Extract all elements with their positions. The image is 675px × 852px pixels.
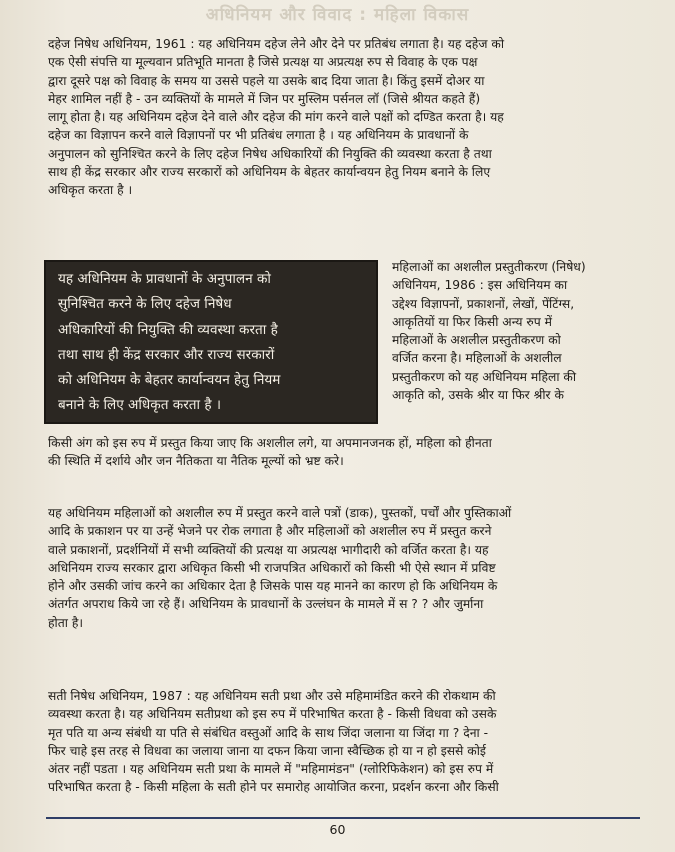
paragraph-dowry-act: दहेज निषेध अधिनियम, 1961 : यह अधिनियम दहेज लेने और देने पर प्रतिबंध लगाता है। यह दहेज को एक ऐसी संपत्ति या मूल्यवान प्रतिभूति मानता है जिसे प्रत्यक्ष या अप्रत्यक्ष रुप से विवाह के एक पक्ष द्वारा दूसरे पक्ष को विवाह के समय या उससे पहले या उसके बाद दिया जाता है। किंतु इसमें दोअर या मेहर शामिल नहीं है - उन व्यक्तियों के मामले में जिन पर मुस्लिम पर्सनल लॉ (जिसे श्रीयत कहते हैं) लागू होता है। यह अधिनियम दहेज देने वाले और दहेज की मांग करने वाले पक्षों को दण्डित करता है। यह दहेज का विज्ञापन करने वाले विज्ञापनों पर भी प्रतिबंध लगाता है । यह अधिनियम के प्रावधानों के अनुपालन को सुनिश्चित करने के लिए दहेज निषेध अधिकारियों की नियुक्ति की व्यवस्था करता है तथा साथ ही केंद्र सरकार और राज्य सरकारों को अधिनियम के बेहतर कार्यान्वयन हेतु नियम बनाने के लिए अधिकृत करता है ।	[48, 37, 505, 198]
page-number: 60	[329, 822, 346, 837]
paragraph-indecent-representation-cont: किसी अंग को इस रुप में प्रस्तुत किया जाए कि अशलील लगे, या अपमानजनक हों, महिला को हीनता की स्थिति में दर्शाये और जन नैतिकता या नैतिक मूल्यों को भ्रष्ट करे।	[48, 436, 492, 469]
paragraph-sati-prevention-act: सती निषेध अधिनियम, 1987 : यह अधिनियम सती प्रथा और उसे महिमामंडित करने की रोकथाम की व्यवस्था करता है। यह अधिनियम सतीप्रथा को इस रुप में परिभाषित करता है - किसी विधवा को उसके मृत पति या अन्य संबंधी या पति से संबंधित वस्तुओं आदि के साथ जिंदा जलाना या जिंदा गा ? देना - फिर चाहे इस तरह से विधवा का जलाया जाना या दफन किया जाना स्वैच्छिक हो या न हो इससे कोई अंतर नहीं पडता । यह अधिनियम सती प्रथा के मामले में "महिमामंडन" (ग्लोरिफिकेशन) को इस रुप में परिभाषित करता है - किसी महिला के सती होने पर समारोह आयोजित करना, प्रदर्शन करना और किसी	[48, 689, 499, 795]
paragraph-indecent-representation-side: महिलाओं का अशलील प्रस्तुतीकरण (निषेध) अधिनियम, 1986 : इस अधिनियम का उद्देश्य विज्ञापनों, प्रकाशनों, लेखों, पेंटिंग्स, आकृतियों या फिर किसी अन्य रुप में महिलाओं के अशलील प्रस्तुतीकरण को वर्जित करना है। महिलाओं के अशलील प्रस्तुतीकरण को यह अधिनियम महिला की आकृति को, उसके श्रीर या फिर श्रीर के	[392, 260, 586, 403]
pull-quote-text: यह अधिनियम के प्रावधानों के अनुपालन को सुनिश्चित करने के लिए दहेज निषेध अधिकारियों की नियुक्ति की व्यवस्था करता है तथा साथ ही केंद्र सरकार और राज्य सरकारों को अधिनियम के बेहतर कार्यान्वयन हेतु नियम बनाने के लिए अधिकृत करता है ।	[58, 271, 281, 414]
footer-rule	[46, 817, 640, 819]
running-header: अधिनियम और विवाद : महिला विकास	[205, 5, 470, 25]
paragraph-indecent-representation-provisions: यह अधिनियम महिलाओं को अशलील रुप में प्रस्तुत करने वाले पत्रों (डाक), पुस्तकों, पर्चों और पुस्तिकाओं आदि के प्रकाशन पर या उन्हें भेजने पर रोक लगाता है और महिलाओं को अशलील रुप में प्रस्तुत करने वाले प्रकाशनों, प्रदर्शनियों में सभी व्यक्तियों की प्रत्यक्ष या अप्रत्यक्ष भागीदारी को वर्जित करता है। यह अधिनियम राज्य सरकार द्वारा अधिकृत किसी भी राजपत्रित अधिकारों को किसी भी ऐसे स्थान में प्रविष्ट होने और उसकी जांच करने का अधिकार देता है जिसके पास यह मानने का कारण हो कि अधिनियम के अंतर्गत अपराध किये जा रहे हैं। अधिनियम के प्रावधानों के उल्लंघन के मामले में स ? ? और जुर्माना होता है।	[48, 506, 512, 630]
pull-quote-box	[46, 262, 376, 422]
